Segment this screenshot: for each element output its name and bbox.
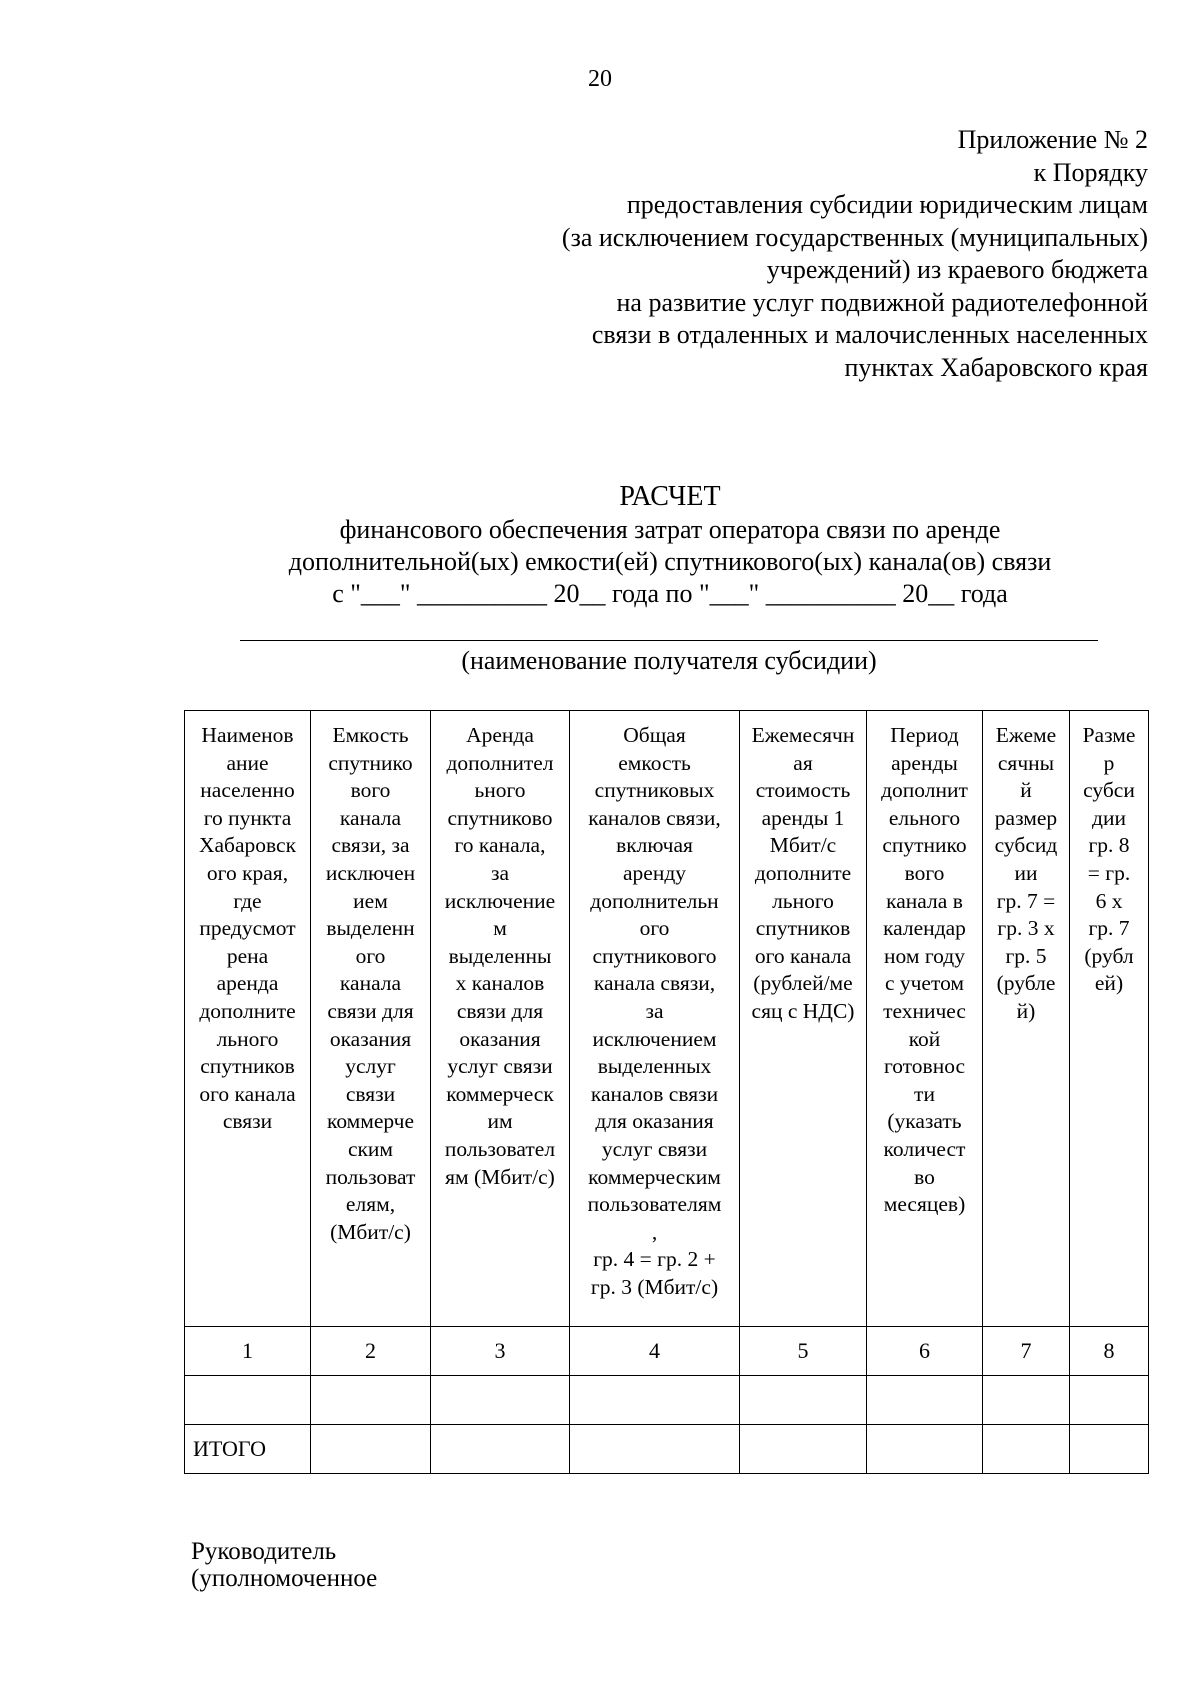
- header-text-line: ого канала: [199, 1081, 296, 1106]
- appendix-line: предоставления субсидии юридическим лицам: [626, 190, 1148, 219]
- header-text-line: ти: [914, 1081, 935, 1106]
- header-text-line: дополнит: [881, 778, 968, 803]
- header-text-line: коммерческим: [588, 1164, 721, 1189]
- header-text-line: ием: [353, 888, 388, 913]
- header-text-line: ии: [1014, 860, 1038, 885]
- header-text-line: р: [1103, 750, 1115, 775]
- table-cell: [431, 1376, 570, 1425]
- header-text-line: связи для: [456, 998, 544, 1023]
- header-text-line: услуг связи: [447, 1054, 553, 1079]
- header-cell: [867, 711, 983, 1327]
- header-text-line: пользовател: [444, 1136, 556, 1161]
- header-text-line: льного: [216, 1026, 279, 1051]
- header-text-line: выделенных: [597, 1054, 712, 1079]
- header-text-line: ого: [639, 916, 670, 941]
- header-text-line: кой: [908, 1026, 941, 1051]
- header-text-line: ном году: [884, 943, 965, 968]
- column-number: 4: [570, 1327, 740, 1376]
- header-text-line: исключение: [444, 888, 556, 913]
- header-text-line: календар: [883, 916, 966, 941]
- table-cell: [311, 1376, 431, 1425]
- header-text-line: рена: [226, 943, 269, 968]
- header-text-line: гр. 7: [1088, 916, 1130, 941]
- header-text-line: вого: [904, 860, 945, 885]
- header-text-line: дополните: [754, 860, 852, 885]
- header-text-line: аренды: [891, 750, 958, 775]
- column-number: 2: [311, 1327, 431, 1376]
- header-text-line: й: [1020, 778, 1032, 803]
- recipient-underline: [240, 640, 1098, 641]
- appendix-line: связи в отдаленных и малочисленных населенных: [591, 320, 1148, 349]
- header-text-line: аренда: [216, 971, 279, 996]
- header-text-line: спутнико: [882, 833, 967, 858]
- header-text-line: Разме: [1082, 723, 1136, 747]
- header-text-line: ого канала: [754, 943, 852, 968]
- header-text-line: ьного: [474, 778, 526, 803]
- header-text-line: за: [645, 998, 664, 1023]
- header-text-line: спутникового: [592, 943, 717, 968]
- appendix-line: пунктах Хабаровского края: [844, 352, 1148, 382]
- header-text-line: техничес: [883, 998, 966, 1023]
- table-row-total: [185, 1425, 1149, 1474]
- header-text-line: с учетом: [884, 971, 965, 996]
- header-text-line: Период: [890, 723, 959, 747]
- header-text-line: коммерче: [326, 1109, 415, 1134]
- header-text-line: елям,: [345, 1192, 396, 1217]
- header-text-line: пользователям: [587, 1192, 722, 1217]
- header-text-line: гр. 3 (Мбит/с): [590, 1274, 719, 1299]
- header-text-line: коммерческ: [446, 1081, 554, 1106]
- header-text-line: гр. 3 х: [997, 916, 1055, 941]
- header-text-line: ельного: [888, 805, 961, 830]
- header-text-line: ским: [347, 1136, 394, 1161]
- header-text-line: услуг связи: [601, 1136, 708, 1161]
- header-text-line: исключением: [592, 1026, 717, 1051]
- header-text-line: й): [1016, 998, 1036, 1023]
- header-text-line: исключен: [325, 860, 416, 885]
- header-text-line: Общая: [623, 723, 686, 747]
- header-text-line: Емкость: [332, 723, 409, 747]
- header-text-line: связи: [345, 1081, 396, 1106]
- page-number: 20: [588, 66, 612, 92]
- signature-line: Руководитель: [191, 1538, 337, 1565]
- header-text-line: связи: [222, 1109, 273, 1134]
- table-row-empty: [185, 1376, 1149, 1425]
- header-text-line: гр. 7 =: [996, 888, 1056, 913]
- header-text-line: спутников: [200, 1054, 295, 1079]
- header-text-line: дополнител: [446, 750, 554, 775]
- header-text-line: канала: [339, 805, 402, 830]
- header-text-line: аренду: [622, 860, 687, 885]
- header-cell: [311, 711, 431, 1327]
- header-text-line: (Мбит/с): [330, 1219, 411, 1244]
- header-cell: [431, 711, 570, 1327]
- table-cell: [431, 1425, 570, 1474]
- header-text-line: месяцев): [883, 1192, 966, 1217]
- appendix-line: к Порядку: [1033, 157, 1148, 187]
- header-text-line: где: [233, 888, 262, 913]
- header-text-line: ого: [355, 943, 386, 968]
- header-text-line: дии: [1092, 805, 1126, 830]
- header-text-line: готовнос: [883, 1054, 966, 1079]
- column-number: 3: [431, 1327, 570, 1376]
- appendix-line: на развитие услуг подвижной радиотелефонной: [616, 287, 1148, 317]
- header-cell: [740, 711, 867, 1327]
- table-cell: [867, 1376, 983, 1425]
- header-text-line: ям (Мбит/с): [445, 1164, 555, 1189]
- column-number: 7: [983, 1327, 1070, 1376]
- header-text-line: населенно: [200, 778, 295, 803]
- header-text-line: Аренда: [466, 723, 534, 747]
- header-text-line: м: [493, 916, 507, 941]
- title-heading: РАСЧЕТ: [619, 481, 721, 512]
- column-number: 6: [867, 1327, 983, 1376]
- header-text-line: ,: [651, 1219, 658, 1244]
- header-text-line: ей): [1094, 971, 1124, 996]
- header-text-line: го пункта: [203, 805, 292, 830]
- header-text-line: Наименов: [201, 723, 294, 747]
- header-text-line: льного: [772, 888, 834, 913]
- header-text-line: спутнико: [328, 750, 413, 775]
- header-text-line: выделенн: [326, 916, 415, 941]
- total-label: ИТОГО: [185, 1425, 311, 1474]
- header-text-line: оказания: [329, 1026, 412, 1051]
- header-text-line: сяц с НДС): [751, 998, 855, 1023]
- header-text-line: во: [914, 1164, 935, 1189]
- header-text-line: дополните: [199, 998, 296, 1023]
- header-text-line: вого: [350, 778, 391, 803]
- column-number-row: [185, 1327, 1149, 1376]
- header-text-line: оказания: [459, 1026, 541, 1051]
- header-text-line: им: [487, 1109, 513, 1134]
- appendix-header: [448, 124, 1148, 384]
- document-title: [130, 480, 1200, 610]
- header-text-line: каналов связи,: [588, 805, 721, 830]
- header-text-line: размер: [994, 805, 1058, 830]
- header-text-line: связи, за: [331, 833, 410, 858]
- calculation-table: [184, 710, 1149, 1474]
- table-cell: [983, 1425, 1070, 1474]
- header-text-line: связи для: [327, 998, 414, 1023]
- title-line: финансового обеспечения затрат оператора связи по аренде: [339, 515, 1001, 544]
- signature-block: [191, 1538, 377, 1592]
- table-cell: [311, 1425, 431, 1474]
- table-cell: [740, 1425, 867, 1474]
- header-text-line: Мбит/с: [769, 833, 837, 858]
- appendix-line: (за исключением государственных (муниципальных): [561, 222, 1148, 252]
- table-cell: [1070, 1425, 1149, 1474]
- table-cell: [740, 1376, 867, 1425]
- header-text-line: спутниковых: [594, 778, 715, 803]
- header-text-line: за: [490, 860, 510, 885]
- header-text-line: х каналов: [455, 971, 545, 996]
- header-text-line: включая: [616, 833, 693, 858]
- appendix-line: учреждений) из краевого бюджета: [766, 255, 1148, 284]
- header-text-line: гр. 8: [1088, 833, 1130, 858]
- header-text-line: субсид: [994, 833, 1058, 858]
- header-text-line: количест: [883, 1136, 966, 1161]
- table-cell: [1070, 1376, 1149, 1425]
- header-text-line: услуг: [345, 1054, 396, 1079]
- column-number: 5: [740, 1327, 867, 1376]
- header-text-line: 6 х: [1095, 888, 1123, 913]
- header-text-line: = гр.: [1087, 860, 1131, 885]
- recipient-label: (наименование получателя субсидии): [461, 646, 877, 675]
- header-text-line: канала связи,: [593, 971, 716, 996]
- header-cell: [185, 711, 311, 1327]
- table-cell: [570, 1425, 740, 1474]
- header-text-line: спутников: [755, 916, 851, 941]
- header-cell: [983, 711, 1070, 1327]
- header-text-line: ая: [793, 750, 813, 775]
- header-text-line: аренды 1: [761, 805, 845, 830]
- appendix-line: Приложение № 2: [957, 125, 1148, 154]
- table-cell: [185, 1376, 311, 1425]
- header-text-line: ание: [226, 750, 269, 775]
- header-text-line: (рублей/ме: [753, 971, 853, 996]
- header-cell: [1070, 711, 1149, 1327]
- table-cell: [570, 1376, 740, 1425]
- header-text-line: канала в: [886, 888, 963, 913]
- header-text-line: предусмот: [199, 916, 296, 941]
- table-cell: [983, 1376, 1070, 1425]
- header-text-line: емкость: [618, 750, 691, 775]
- signature-line: (уполномоченное: [191, 1565, 378, 1592]
- title-period-line: с "___" __________ 20__ года по "___" __________ 20__ года: [332, 579, 1008, 608]
- header-text-line: гр. 5: [1005, 943, 1047, 968]
- header-text-line: (рубл: [1084, 943, 1134, 968]
- header-text-line: спутниково: [447, 805, 553, 830]
- header-text-line: го канала,: [454, 833, 546, 858]
- column-number: 1: [185, 1327, 311, 1376]
- header-text-line: стоимость: [755, 778, 851, 803]
- header-text-line: Ежемесячн: [751, 723, 855, 747]
- header-text-line: каналов связи: [590, 1081, 719, 1106]
- column-number: 8: [1070, 1327, 1149, 1376]
- header-text-line: ого края,: [206, 860, 289, 885]
- header-text-line: гр. 4 = гр. 2 +: [593, 1247, 716, 1272]
- header-text-line: субси: [1083, 778, 1135, 803]
- table-header-row: [185, 711, 1149, 1327]
- header-text-line: пользоват: [325, 1164, 416, 1189]
- header-text-line: (рубле: [996, 971, 1056, 996]
- title-line: дополнительной(ых) емкости(ей) спутникового(ых) канала(ов) связи: [288, 547, 1052, 576]
- table-cell: [867, 1425, 983, 1474]
- header-text-line: Ежеме: [995, 723, 1057, 747]
- header-text-line: для оказания: [595, 1109, 714, 1134]
- header-text-line: Хабаровск: [198, 833, 297, 858]
- header-text-line: дополнительн: [590, 888, 719, 913]
- header-text-line: сячны: [997, 750, 1055, 775]
- header-cell: [570, 711, 740, 1327]
- header-text-line: (указать: [887, 1109, 962, 1134]
- header-text-line: канала: [339, 971, 402, 996]
- header-text-line: выделенны: [448, 943, 552, 968]
